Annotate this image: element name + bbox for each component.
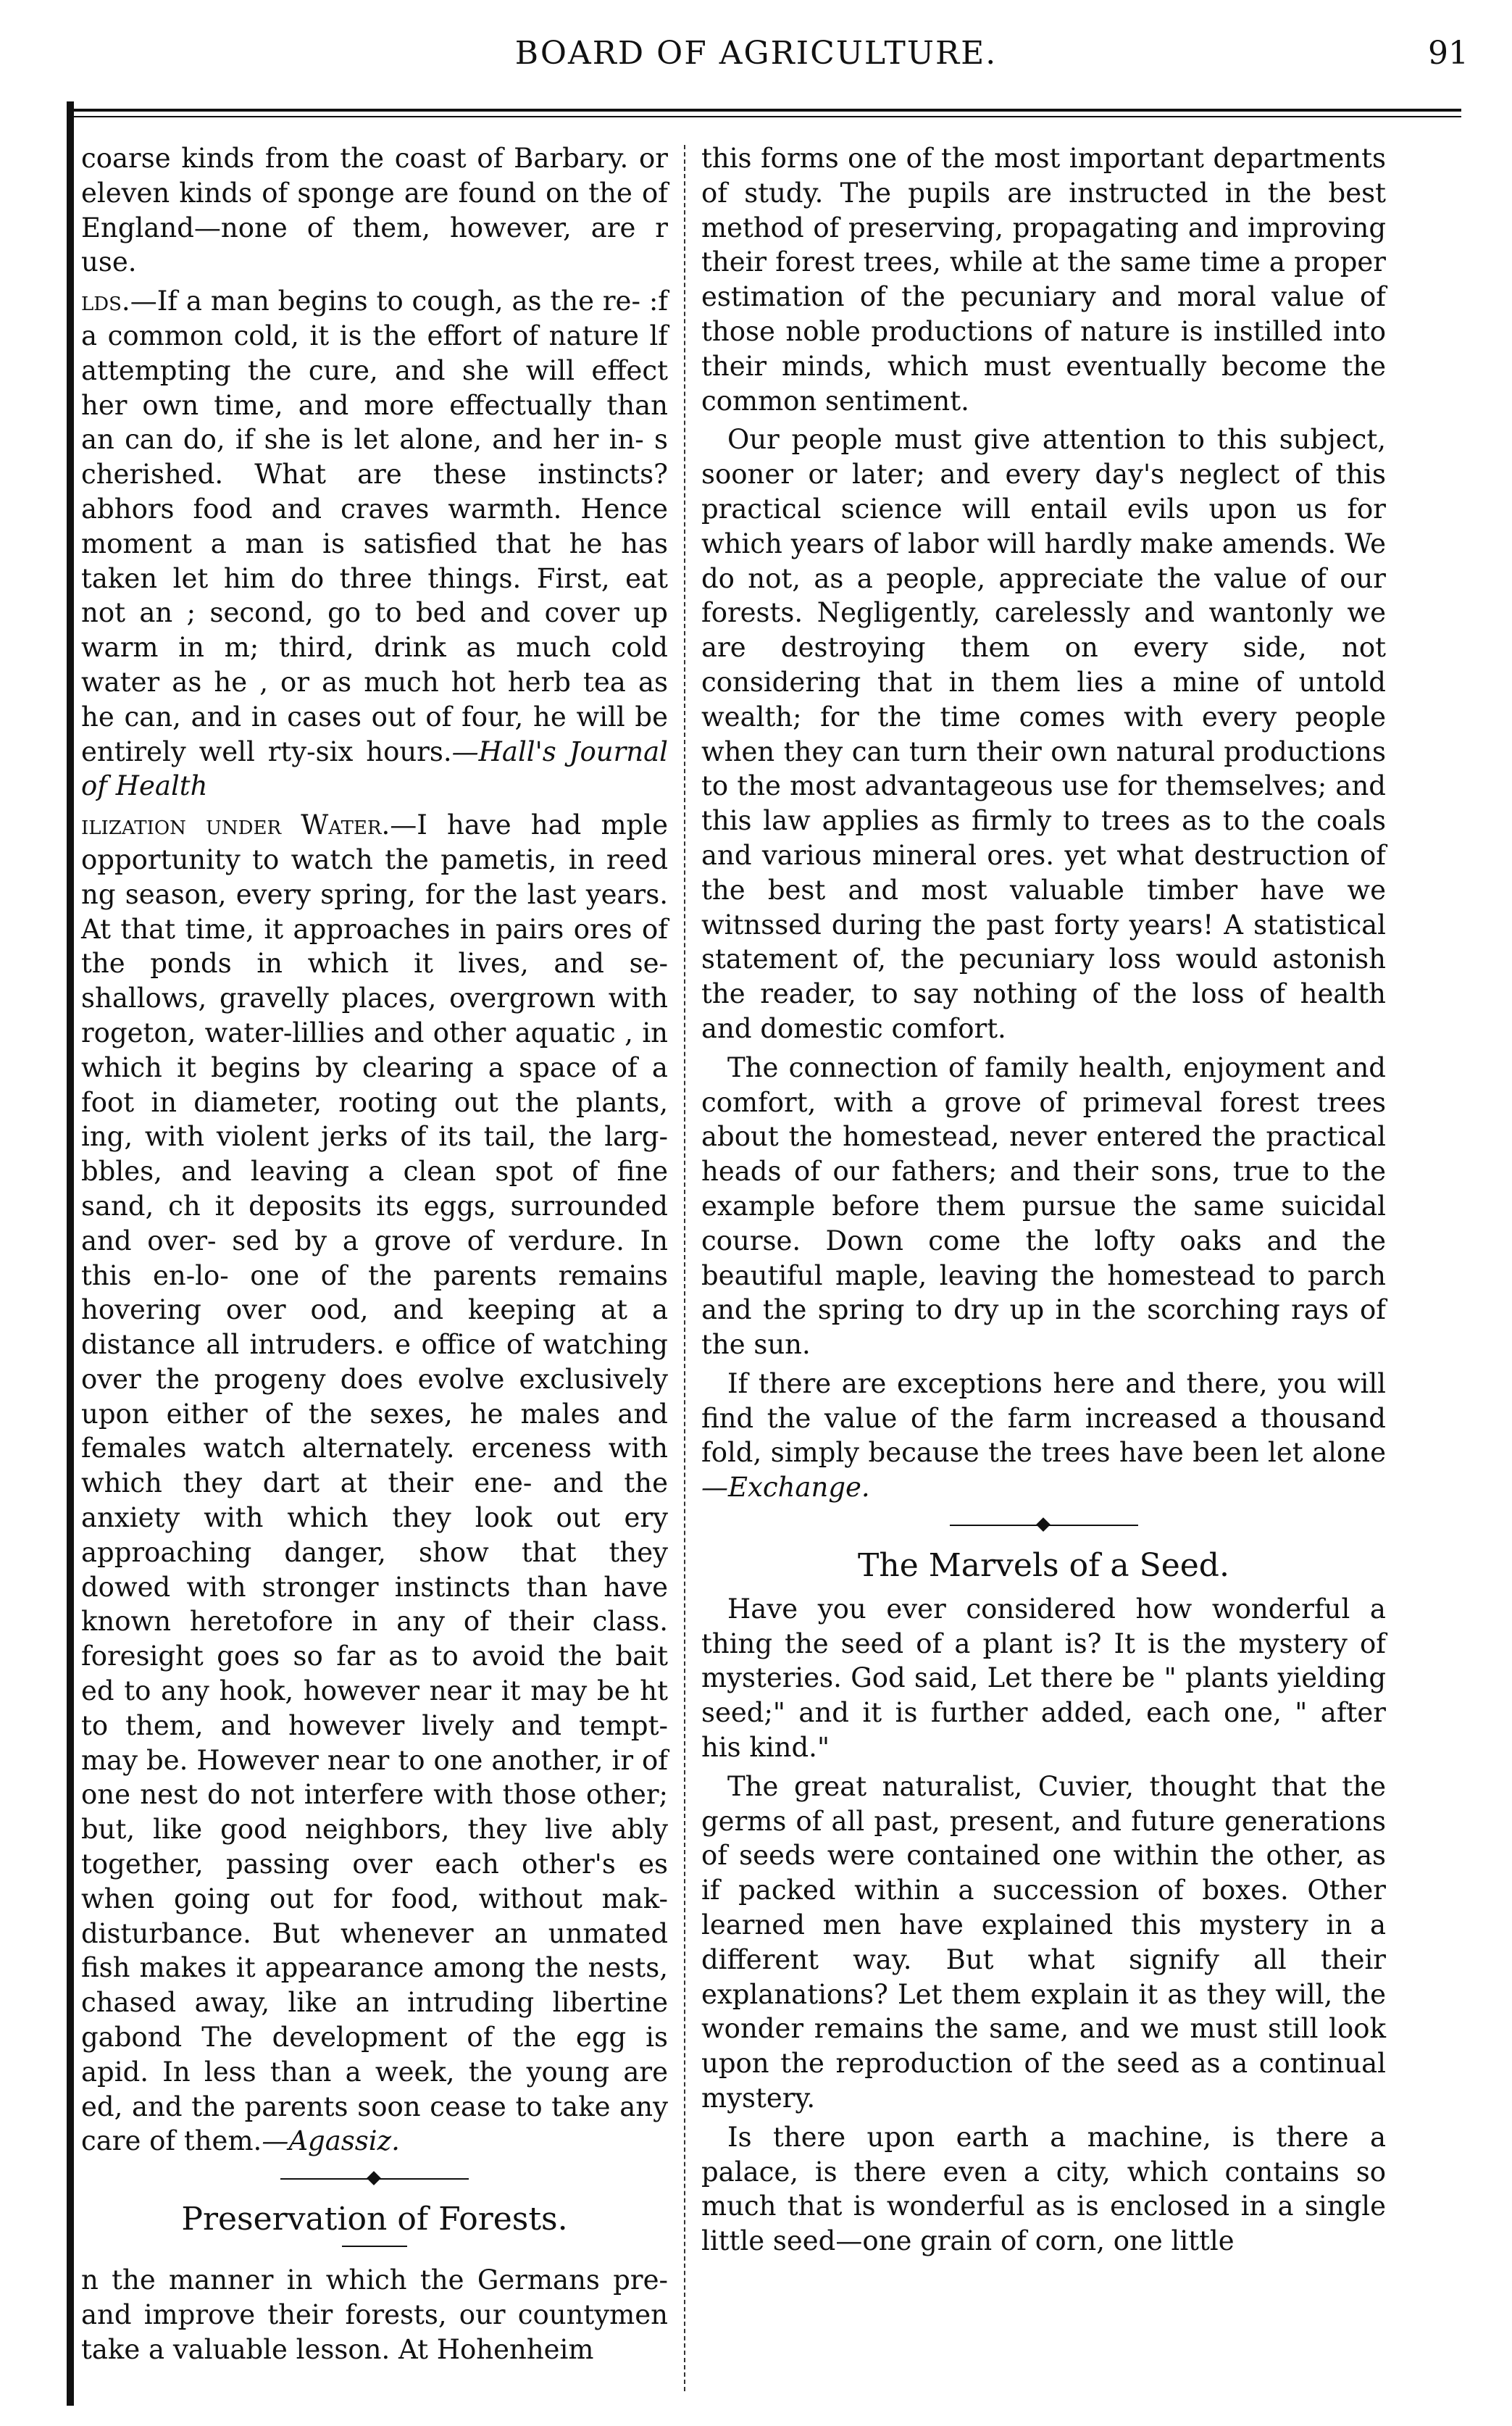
colds-lead: lds.	[81, 285, 130, 317]
colds-source: —Hall's Journal of Health	[81, 735, 668, 802]
civilization-source: —Agassiz.	[262, 2125, 400, 2157]
forests-exceptions-paragraph	[701, 1367, 1386, 1505]
left-column	[81, 141, 668, 2371]
exceptions-text: If there are exceptions here and there, you will find the value of the farm increased a thousand fold, simply because the trees have been let alone	[701, 1367, 1386, 1469]
forests-health-paragraph: The connection of family health, enjoyment and comfort, with a grove of primeval forest trees about the homestead, never entered the practical heads of our fathers; and their sons, true to the example before them pursue the same suicidal course. Down come the lofty oaks and the beautiful maple, leaving the homestead to parch and the spring to dry up in the scorching rays of the sun.	[701, 1051, 1386, 1361]
forests-heading: Preservation of Forests.	[181, 2201, 568, 2238]
section-ornament	[950, 1518, 1138, 1533]
exchange-source: —Exchange.	[701, 1472, 870, 1504]
seed-heading: The Marvels of a Seed.	[858, 1547, 1229, 1585]
seed-paragraph-1: Have you ever considered how wonderful a thing the seed of a plant is? It is the mystery of mysteries. God said, Let there be " plants yielding seed;" and it is further added, each one, " after his kind."	[701, 1593, 1386, 1764]
colds-paragraph	[81, 284, 668, 804]
seed-paragraph-2: The great naturalist, Cuvier, thought that the germs of all past, present, and future generations of seeds were contained one within the other, as if packed within a succession of boxes. Other learned men have explained this mystery in a different way. But what signify all their explanations? Let them explain it as they will, the wonder remains the same, and we must still look upon the reproduction of the seed as a continual mystery.	[701, 1770, 1386, 2114]
running-head: BOARD OF AGRICULTURE.	[514, 35, 998, 72]
seed-paragraph-3: Is there upon earth a machine, is there a palace, is there even a city, which contains so much that is wonderful as is enclosed in a single little seed—one grain of corn, one little	[701, 2121, 1386, 2257]
forests-people-paragraph: Our people must give attention to this subject, sooner or later; and every day's neglect of this practical science will entail evils upon us for which years of labor will hardly make amends. We do not, as a people, appreciate the value of our forests. Negligently, carelessly and wantonly we are destroying them on every side, not considering that in them lies a mine of untold wealth; for the time comes with every people when they can turn their own natural productions to the most advantageous use for themselves; and this law applies as firmly to trees as to the coals and various mineral ores. yet what destruction of the best and most valuable timber have we witnssed during the past forty years! A statistical statement of, the pecuniary loss would astonish the reader, to say nothing of the loss of health and domestic comfort.	[701, 424, 1386, 1044]
civilization-lead: ilization under Water.	[81, 809, 390, 841]
civilization-paragraph	[81, 808, 668, 2159]
header-rule-thin	[69, 116, 1461, 117]
binding-edge	[67, 101, 74, 2406]
header-rule	[69, 109, 1461, 112]
page-header	[43, 29, 1469, 94]
column-divider	[684, 145, 685, 2391]
heading-rule	[342, 2246, 407, 2247]
forests-paragraph: n the manner in which the Germans pre- and improve their forests, our countymen take a valuable lesson. At Hohenheim	[81, 2264, 668, 2365]
section-ornament	[280, 2172, 469, 2186]
civilization-text: —I have had mple opportunity to watch the pametis, in reed ng season, every spring, for the last years. At that time, it approaches in pairs ores of the ponds in which it lives, and se- shallows, gravelly places, overgrown with rogeton, water-lillies and other aquatic , in which it begins by clearing a space of a foot in diameter, rooting out the plants, ing, with violent jerks of its tail, the larg- bbles, and leaving a clean spot of fine sand, ch it deposits its eggs, surrounded and over- sed by a grove of verdure. In this en-lo- one of the parents remains hovering over ood, and keeping at a distance all intruders. e office of watching over the progeny does evolve exclusively upon either of the sexes, he males and females watch alternately. erceness with which they dart at their ene- and the anxiety with which they look out ery approaching danger, show that they dowed with stronger instincts than have known heretofore in any of their class. foresight goes so far as to avoid the bait ed to any hook, however near it may be ht to them, and however lively and tempt- may be. However near to one another, ir of one nest do not interfere with those other; but, like good neighbors, they live ably together, passing over each other's es when going out for food, without mak- disturbance. But whenever an unmated fish makes it appearance among the nests, chased away, like an intruding libertine gabond The development of the egg is apid. In less than a week, the young are ed, and the parents soon cease to take any care of them.	[81, 809, 668, 2157]
right-column	[701, 141, 1386, 2263]
colds-text: —If a man begins to cough, as the re- :f a common cold, it is the effort of nature lf attempting the cure, and she will effect her own time, and more effectually than an can do, if she is let alone, and her in- s cherished. What are these instincts? abhors food and craves warmth. Hence moment a man is satisfied that he has taken let him do three things. First, eat not an ; second, go to bed and cover up warm in m; third, drink as much cold water as he , or as much hot herb tea as he can, and in cases out of four, he will be entirely well rty-six hours.	[81, 285, 668, 767]
sponges-paragraph: coarse kinds from the coast of Barbary. or eleven kinds of sponge are found on the of England—none of them, however, are r use.	[81, 143, 668, 278]
page-number: 91	[1428, 35, 1469, 72]
forests-continued-paragraph: this forms one of the most important departments of study. The pupils are instructed in the best method of preserving, propagating and improving their forest trees, while at the same time a proper estimation of the pecuniary and moral value of those noble productions of nature is instilled into their minds, which must eventually become the common sentiment.	[701, 143, 1386, 417]
